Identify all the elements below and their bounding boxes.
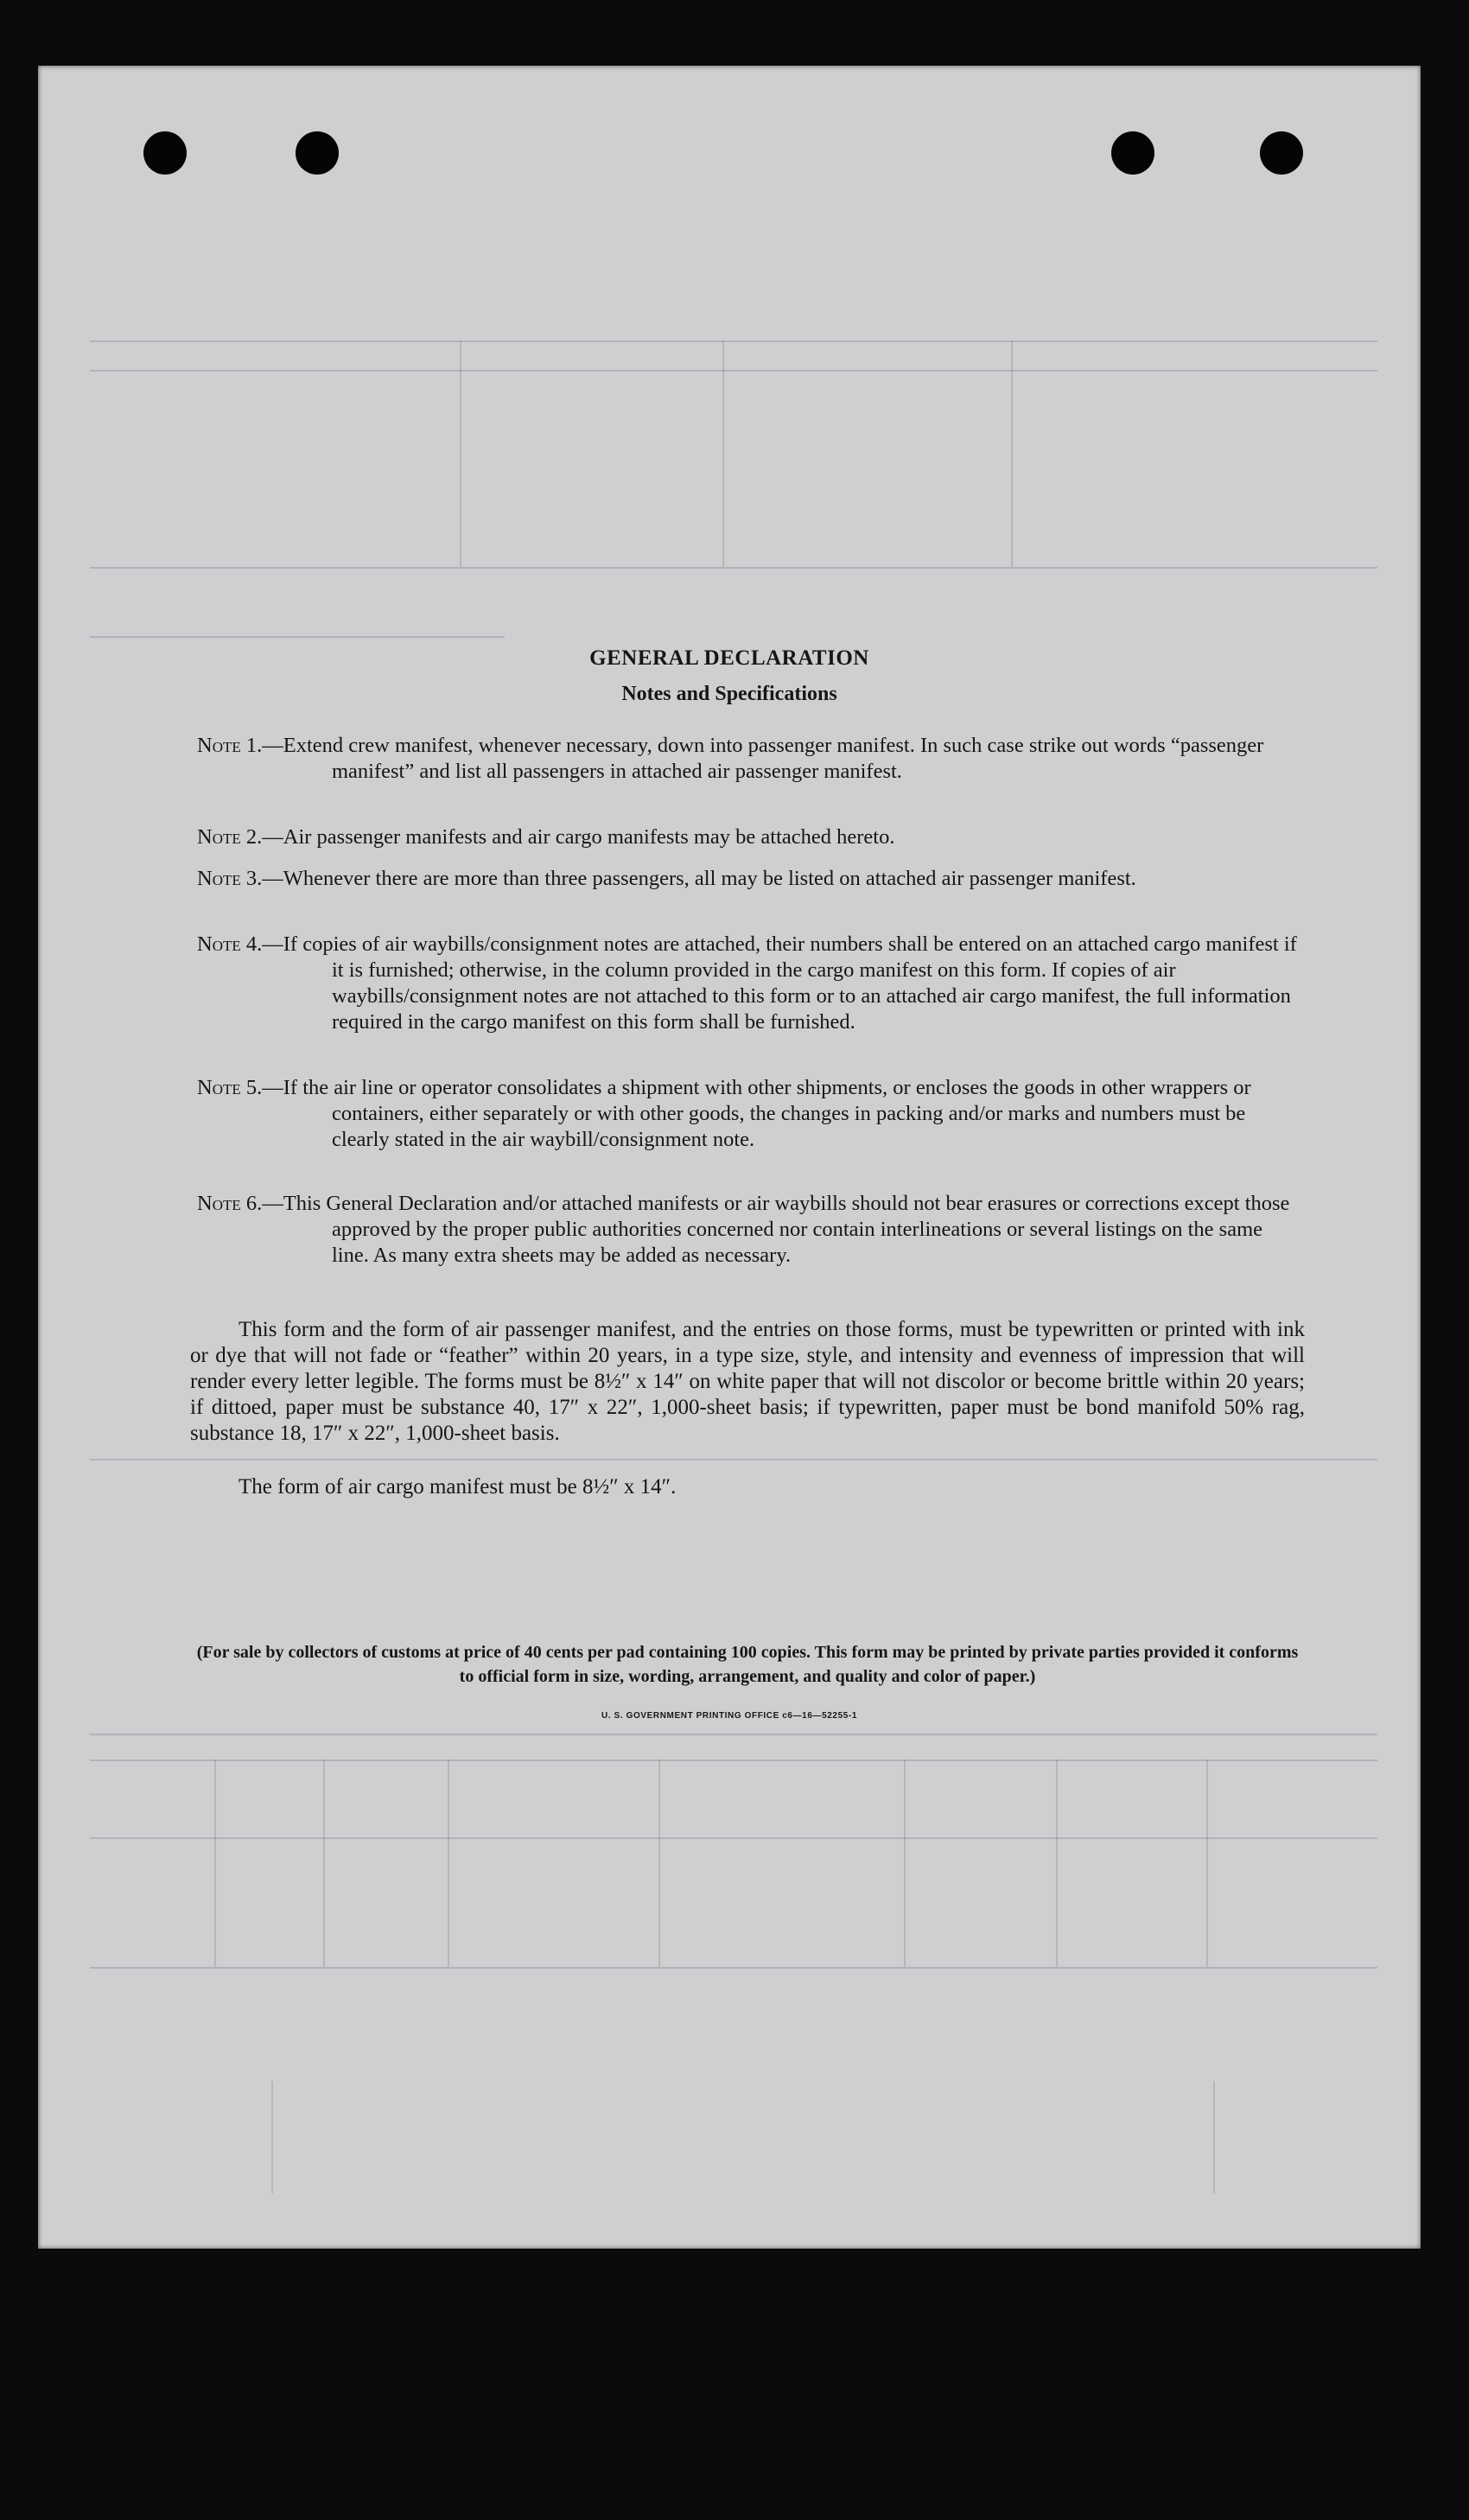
- note-text: —Air passenger manifests and air cargo manifests may be attached hereto.: [262, 825, 895, 849]
- note-text: —If copies of air waybills/consignment notes are attached, their numbers shall be entered on an attached cargo manifest if it is furnished; otherwise, in the column provided in the cargo manifest on this form. If copies of air waybills/consignment notes are not attached to this form or to an attached air cargo manifest, the full information required in the cargo manifest on this form shall be furnished.: [262, 932, 1297, 1034]
- note-label: Note 5.: [197, 1076, 263, 1099]
- note-text: —If the air line or operator consolidates a shipment with other shipments, or encloses the goods in other wrappers or containers, either separately or with other goods, the changes in packing and/or marks and numbers must be clearly stated in the air waybill/consignment note.: [262, 1076, 1251, 1151]
- note-5: [197, 1075, 1303, 1153]
- cargo-form-line: The form of air cargo manifest must be 8½″ x 14″.: [238, 1475, 677, 1499]
- bleed-through-rule: [90, 340, 1377, 342]
- bleed-through-rule: [1213, 2081, 1215, 2193]
- note-6: [197, 1191, 1303, 1269]
- punch-hole: [143, 131, 187, 175]
- bleed-through-rule: [90, 1734, 1377, 1735]
- punch-hole: [1111, 131, 1154, 175]
- bleed-through-rule: [90, 636, 505, 638]
- bleed-through-rule: [90, 1967, 1377, 1969]
- note-1: [197, 733, 1303, 785]
- bleed-through-rule: [1206, 1760, 1208, 1967]
- bleed-through-rule: [1011, 340, 1013, 567]
- note-text: —Extend crew manifest, whenever necessary, down into passenger manifest. In such case strike out words “passenger manifest” and list all passengers in attached air passenger manifest.: [262, 734, 1264, 783]
- bleed-through-rule: [904, 1760, 906, 1967]
- page-subtitle: Notes and Specifications: [621, 683, 837, 705]
- bleed-through-rule: [90, 1837, 1377, 1839]
- note-label: Note 1.: [197, 734, 263, 757]
- bleed-through-rule: [460, 340, 461, 567]
- document-page: [38, 66, 1421, 2249]
- note-2: [197, 824, 1303, 850]
- note-label: Note 2.: [197, 825, 263, 849]
- note-label: Note 4.: [197, 932, 263, 956]
- bleed-through-rule: [448, 1760, 449, 1967]
- bleed-through-rule: [90, 1760, 1377, 1761]
- bleed-through-rule: [658, 1760, 660, 1967]
- bleed-through-rule: [271, 2081, 273, 2193]
- note-label: Note 6.: [197, 1192, 263, 1215]
- form-paragraph: This form and the form of air passenger manifest, and the entries on those forms, must be typewritten or printed with ink or dye that will not fade or “feather” within 20 years, in a type size, style, and intensity and evenness of impression that will render every letter legible. The forms must be 8½″ x 14″ on white paper that will not discolor or become brittle within 20 years; if dittoed, paper must be substance 40, 17″ x 22″, 1,000-sheet basis; if typewritten, paper must be bond manifold 50% rag, substance 18, 17″ x 22″, 1,000-sheet basis.: [190, 1318, 1305, 1445]
- sale-note: (For sale by collectors of customs at price of 40 cents per pad containing 100 copies. This form may be printed by private parties provided it conforms to official form in size, wording, arrangement, and quality and color of paper.): [196, 1643, 1299, 1686]
- bleed-through-rule: [90, 567, 1377, 569]
- bleed-through-rule: [214, 1760, 216, 1967]
- note-4: [197, 932, 1303, 1035]
- bleed-through-rule: [323, 1760, 325, 1967]
- note-text: —Whenever there are more than three passengers, all may be listed on attached air passenger manifest.: [262, 867, 1136, 890]
- punch-hole: [1260, 131, 1303, 175]
- punch-hole: [296, 131, 339, 175]
- bleed-through-rule: [90, 370, 1377, 372]
- note-label: Note 3.: [197, 867, 263, 890]
- page-title: GENERAL DECLARATION: [589, 646, 869, 670]
- bleed-through-rule: [1056, 1760, 1058, 1967]
- note-3: [197, 866, 1303, 892]
- note-text: —This General Declaration and/or attached manifests or air waybills should not bear erasures or corrections except those approved by the proper public authorities concerned nor contain interlineations or several listings on the same line. As many extra sheets may be added as necessary.: [262, 1192, 1290, 1267]
- bleed-through-rule: [722, 340, 724, 567]
- printing-office-line: U. S. GOVERNMENT PRINTING OFFICE c6—16—52255-1: [601, 1711, 857, 1721]
- bleed-through-rule: [90, 1459, 1377, 1460]
